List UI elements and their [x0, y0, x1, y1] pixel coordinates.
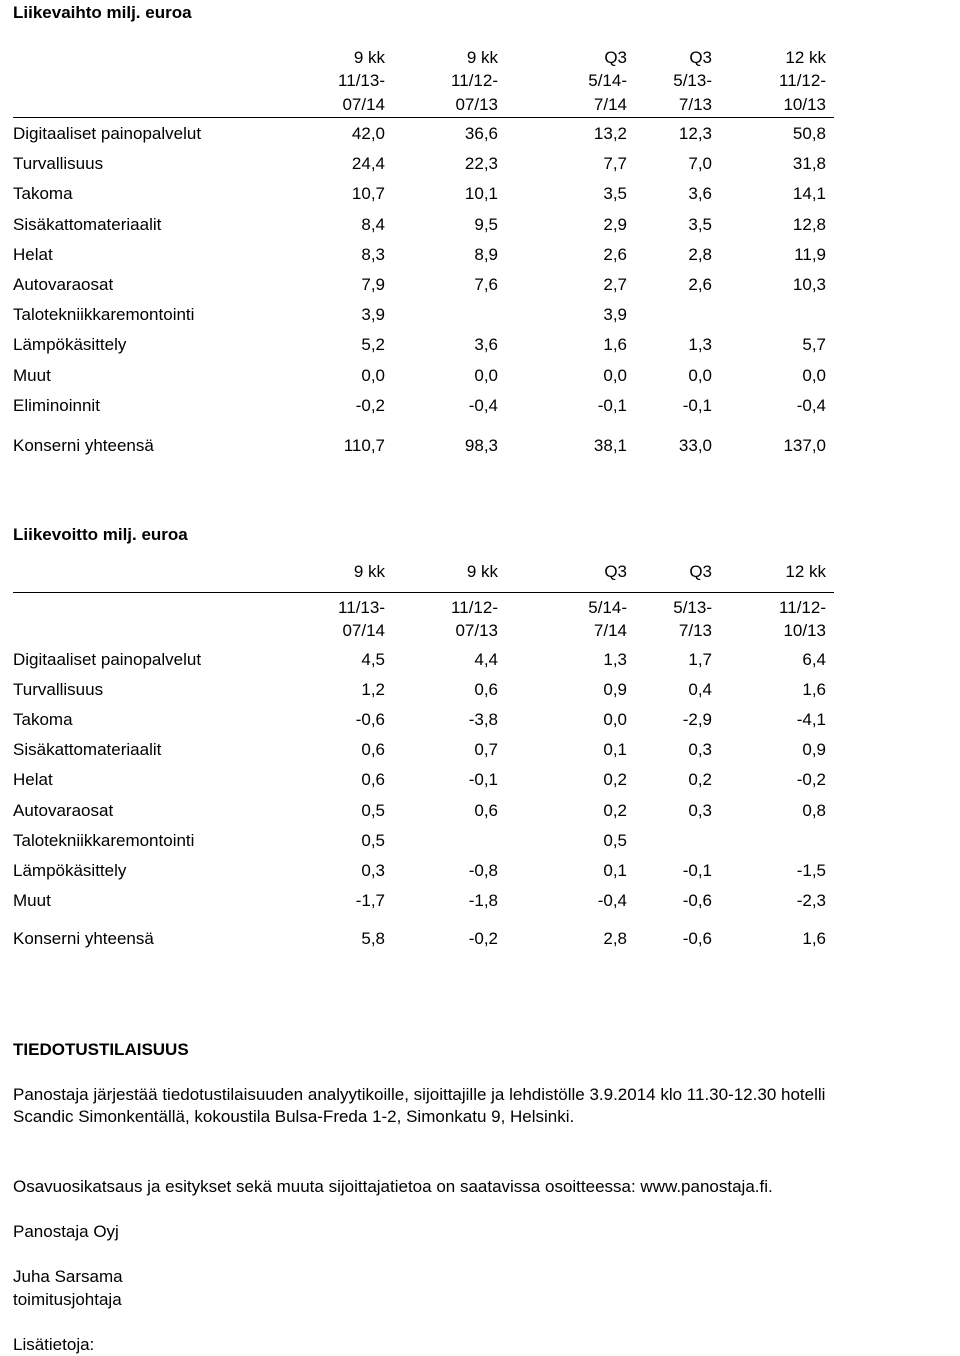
cell-value: 0,6	[361, 770, 385, 790]
more-info-label: Lisätietoja:	[13, 1335, 95, 1354]
signer-name: Juha Sarsama	[13, 1267, 123, 1286]
cell-value: 0,6	[474, 800, 498, 820]
total-value: 38,1	[593, 436, 627, 455]
column-range-end: 7/13	[678, 95, 712, 114]
cell-value: 0,8	[802, 800, 826, 820]
total-label: Konserni yhteensä	[13, 929, 154, 948]
total-value: 98,3	[464, 436, 498, 455]
cell-value: 3,6	[474, 335, 498, 355]
header-rule	[13, 592, 834, 593]
cell-value: 5,7	[802, 335, 826, 355]
cell-value: 0,0	[603, 710, 627, 730]
column-range-end: 7/13	[678, 621, 712, 640]
cell-value: 2,6	[688, 275, 712, 294]
total-value: 33,0	[678, 436, 712, 455]
column-range-end: 7/14	[593, 621, 627, 640]
column-range-start: 11/12-	[451, 71, 498, 90]
cell-value: -2,3	[796, 890, 826, 910]
column-period-header: Q3	[604, 48, 627, 67]
cell-value: -0,6	[682, 890, 712, 910]
cell-value: 2,6	[603, 244, 627, 264]
website-line: Osavuosikatsaus ja esitykset sekä muuta sijoittajatietoa on saatavissa osoitteessa: www.panostaja.fi.	[13, 1177, 773, 1196]
row-label: Talotekniikkaremontointi	[13, 830, 195, 850]
cell-value: -0,6	[355, 710, 385, 730]
cell-value: 12,8	[792, 214, 826, 234]
revenue-title: Liikevaihto milj. euroa	[13, 3, 192, 22]
column-range-end: 07/14	[342, 621, 385, 640]
row-label: Helat	[13, 244, 53, 264]
row-label: Autovaraosat	[13, 275, 114, 294]
cell-value: 3,5	[603, 184, 627, 204]
row-label: Turvallisuus	[13, 680, 104, 700]
cell-value: 6,4	[802, 650, 826, 669]
row-label: Lämpökäsittely	[13, 860, 127, 880]
column-period-header: Q3	[689, 562, 712, 581]
cell-value: 0,5	[361, 830, 385, 850]
cell-value: 1,7	[688, 650, 712, 669]
cell-value: 0,7	[474, 740, 498, 760]
column-range-end: 07/13	[455, 621, 498, 640]
cell-value: -4,1	[796, 710, 826, 730]
cell-value: 8,4	[361, 214, 385, 234]
cell-value: 11,9	[794, 244, 826, 264]
row-label: Autovaraosat	[13, 800, 114, 820]
cell-value: 3,9	[603, 305, 627, 325]
column-period-header: 12 kk	[785, 48, 826, 67]
cell-value: 0,6	[474, 680, 498, 700]
column-range-end: 07/13	[455, 95, 498, 114]
cell-value: 36,6	[464, 124, 498, 143]
company-name: Panostaja Oyj	[13, 1222, 119, 1241]
cell-value: 1,2	[361, 680, 385, 700]
profit-title: Liikevoitto milj. euroa	[13, 525, 188, 544]
cell-value: 1,6	[802, 680, 826, 700]
cell-value: 0,3	[688, 800, 712, 820]
column-range-start: 11/12-	[451, 598, 498, 617]
signer-title: toimitusjohtaja	[13, 1290, 122, 1309]
info-paragraph-line2: Scandic Simonkentällä, kokoustila Bulsa-Freda 1-2, Simonkatu 9, Helsinki.	[13, 1107, 575, 1126]
cell-value: 8,9	[474, 244, 498, 264]
cell-value: 50,8	[792, 124, 826, 143]
column-period-header: 9 kk	[353, 562, 385, 581]
row-label: Talotekniikkaremontointi	[13, 305, 195, 325]
cell-value: -0,1	[468, 770, 498, 790]
row-label: Takoma	[13, 184, 73, 204]
column-period-header: 12 kk	[785, 562, 826, 581]
cell-value: 10,1	[464, 184, 498, 204]
cell-value: 7,7	[603, 154, 627, 174]
cell-value: 2,8	[688, 244, 712, 264]
cell-value: 0,1	[603, 740, 627, 760]
info-heading: TIEDOTUSTILAISUUS	[13, 1040, 189, 1059]
cell-value: 0,0	[688, 365, 712, 385]
cell-value: 0,5	[603, 830, 627, 850]
cell-value: 10,7	[351, 184, 385, 204]
cell-value: -3,8	[468, 710, 498, 730]
row-label: Digitaaliset painopalvelut	[13, 650, 202, 669]
cell-value: 1,3	[603, 650, 627, 669]
cell-value: 10,3	[792, 275, 826, 294]
total-value: 1,6	[802, 929, 826, 948]
row-label: Eliminoinnit	[13, 395, 100, 415]
column-range-start: 5/14-	[588, 71, 627, 90]
cell-value: 7,0	[688, 154, 712, 174]
column-period-header: 9 kk	[466, 562, 498, 581]
cell-value: 5,2	[361, 335, 385, 355]
cell-value: 0,3	[688, 740, 712, 760]
cell-value: 0,3	[361, 860, 385, 880]
row-label: Takoma	[13, 710, 73, 730]
row-label: Turvallisuus	[13, 154, 104, 174]
cell-value: 42,0	[351, 124, 385, 143]
total-value: 137,0	[783, 436, 826, 455]
cell-value: 12,3	[678, 124, 712, 143]
total-label: Konserni yhteensä	[13, 436, 154, 455]
cell-value: 2,7	[603, 275, 627, 294]
cell-value: 0,0	[474, 365, 498, 385]
column-period-header: Q3	[604, 562, 627, 581]
row-label: Muut	[13, 365, 51, 385]
cell-value: 0,1	[603, 860, 627, 880]
row-label: Sisäkattomateriaalit	[13, 214, 162, 234]
column-range-start: 5/13-	[673, 598, 712, 617]
cell-value: 0,0	[603, 365, 627, 385]
cell-value: 13,2	[593, 124, 627, 143]
cell-value: -0,4	[796, 395, 826, 415]
row-label: Lämpökäsittely	[13, 335, 127, 355]
cell-value: 0,2	[603, 770, 627, 790]
cell-value: 1,3	[688, 335, 712, 355]
row-label: Helat	[13, 770, 53, 790]
cell-value: 0,0	[802, 365, 826, 385]
cell-value: 8,3	[361, 244, 385, 264]
cell-value: 3,6	[688, 184, 712, 204]
cell-value: 22,3	[464, 154, 498, 174]
cell-value: 31,8	[792, 154, 826, 174]
cell-value: 3,9	[361, 305, 385, 325]
cell-value: -0,8	[468, 860, 498, 880]
column-range-end: 10/13	[783, 621, 826, 640]
cell-value: 4,4	[474, 650, 498, 669]
cell-value: -1,5	[796, 860, 826, 880]
cell-value: -0,1	[682, 860, 712, 880]
cell-value: 4,5	[361, 650, 385, 669]
total-value: 110,7	[343, 436, 385, 455]
cell-value: 7,6	[474, 275, 498, 294]
cell-value: 0,4	[688, 680, 712, 700]
column-range-end: 7/14	[593, 95, 627, 114]
info-paragraph-line1: Panostaja järjestää tiedotustilaisuuden analyytikoille, sijoittajille ja lehdistölle 3.9.2014 klo 11.30-12.30 hotelli	[13, 1085, 826, 1104]
column-range-start: 11/12-	[779, 598, 826, 617]
cell-value: 9,5	[474, 214, 498, 234]
column-range-start: 5/14-	[588, 598, 627, 617]
column-range-start: 11/12-	[779, 71, 826, 90]
cell-value: 24,4	[351, 154, 385, 174]
total-value: -0,2	[468, 929, 498, 948]
cell-value: 0,0	[361, 365, 385, 385]
cell-value: -1,7	[355, 890, 385, 910]
cell-value: 14,1	[792, 184, 826, 204]
row-label: Digitaaliset painopalvelut	[13, 124, 202, 143]
cell-value: -0,1	[597, 395, 627, 415]
column-period-header: Q3	[689, 48, 712, 67]
cell-value: 0,2	[688, 770, 712, 790]
column-range-end: 10/13	[783, 95, 826, 114]
total-value: -0,6	[682, 929, 712, 948]
cell-value: 3,5	[688, 214, 712, 234]
cell-value: -1,8	[468, 890, 498, 910]
column-range-start: 11/13-	[338, 71, 385, 90]
header-rule	[13, 117, 834, 118]
column-range-start: 5/13-	[673, 71, 712, 90]
column-range-start: 11/13-	[338, 598, 385, 617]
total-value: 5,8	[361, 929, 385, 948]
cell-value: -0,2	[355, 395, 385, 415]
row-label: Sisäkattomateriaalit	[13, 740, 162, 760]
cell-value: 0,2	[603, 800, 627, 820]
cell-value: -0,2	[796, 770, 826, 790]
cell-value: 0,5	[361, 800, 385, 820]
column-period-header: 9 kk	[353, 48, 385, 67]
cell-value: -2,9	[682, 710, 712, 730]
column-range-end: 07/14	[342, 95, 385, 114]
cell-value: -0,4	[597, 890, 627, 910]
cell-value: 7,9	[361, 275, 385, 294]
cell-value: 0,9	[603, 680, 627, 700]
cell-value: 0,9	[802, 740, 826, 760]
column-period-header: 9 kk	[466, 48, 498, 67]
row-label: Muut	[13, 890, 51, 910]
cell-value: -0,4	[468, 395, 498, 415]
cell-value: 0,6	[361, 740, 385, 760]
cell-value: 2,9	[603, 214, 627, 234]
cell-value: -0,1	[682, 395, 712, 415]
total-value: 2,8	[603, 929, 627, 948]
cell-value: 1,6	[603, 335, 627, 355]
